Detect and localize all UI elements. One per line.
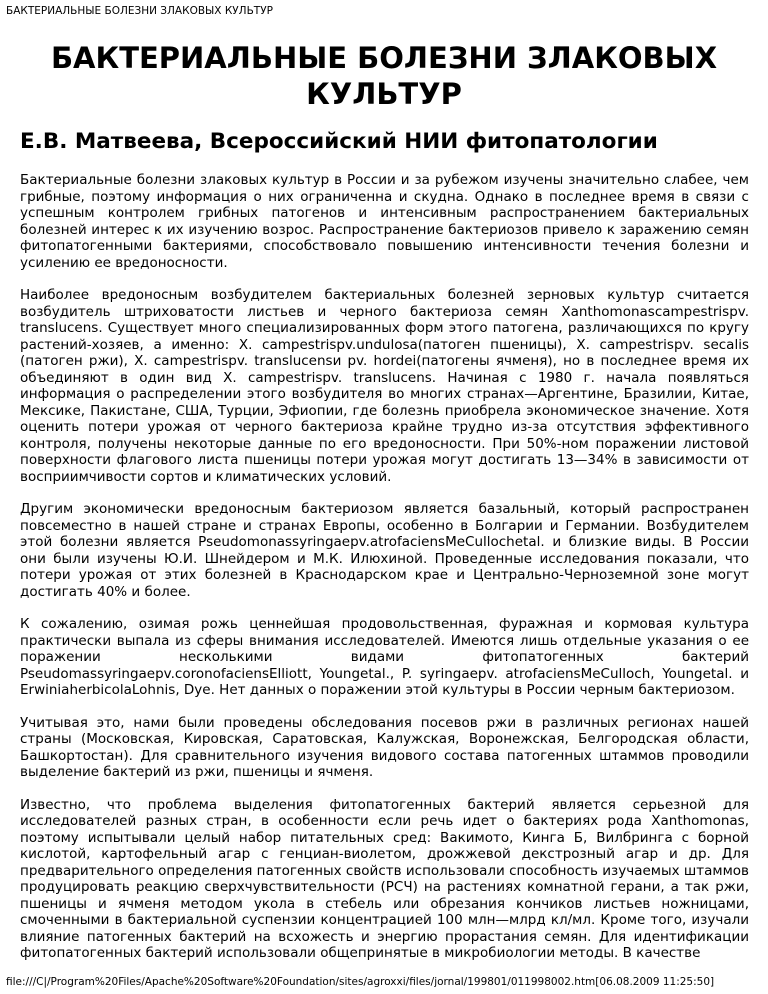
paragraph-3: Другим экономически вредоносным бактериозом является базальный, который распространен повсеместно в нашей стране и странах Европы, особенно в Болгарии и Германии. Возбудителем этой болезни является Pseudomonassyringaepv.atrofaciensMeCullochetal. и близкие виды. В России они были изучены Ю.И. Шнейдером и М.К. Илюхиной. Проведенные исследования показали, что потери урожая от этих болезней в Краснодарском крае и Центрально-Черноземной зоне могут достигать 40% и более. bbox=[20, 501, 749, 600]
paragraph-5: Учитывая это, нами были проведены обследования посевов ржи в различных регионах нашей страны (Московская, Кировская, Саратовская, Калужская, Воронежская, Белгородская области, Башкортостан). Для сравнительного изучения видового состава патогенных штаммов проводили выделение бактерий из ржи, пшеницы и ячменя. bbox=[20, 714, 749, 780]
paragraph-6: Известно, что проблема выделения фитопатогенных бактерий является серьезной для исследователей разных стран, в особенности если речь идет о бактериях рода Xanthomonas, поэтому испытывали целый набор питательных сред: Вакимото, Кинга Б, Вилбринга с борной кислотой, картофельный агар с генциан-виолетом, дрожжевой декстрозный агар и др. Для предварительного определения патогенных свойств использовали способность изучаемых штаммов продуцировать реакцию сверхчувствительности (РСЧ) на растениях комнатной герани, а так ржи, пшеницы и ячменя методом укола в стебель или обрезания кончиков листьев ножницами, смоченными в бактериальной суспензии концентрацией 100 млн—млрд кл/мл. Кроме того, изучали влияние патогенных бактерий на всхожесть и энергию прорастания семян. Для идентификации фитопатогенных бактерий использовали общепринятые в микробиологии методы. В качестве bbox=[20, 796, 749, 961]
page-header: БАКТЕРИАЛЬНЫЕ БОЛЕЗНИ ЗЛАКОВЫХ КУЛЬТУР bbox=[6, 5, 273, 17]
paragraph-4: К сожалению, озимая рожь ценнейшая продовольственная, фуражная и кормовая культура практически выпала из сферы внимания исследователей. Имеются лишь отдельные указания о ее поражении несколькими видами фитопатогенных бактерий Pseudomassyringaepv.coronofaciensElliott, Youngetal., P. syringaepv. atrofaciensMeCulloch, Youngetal. и ErwiniaherbicolaLohnis, Dye. Нет данных о поражении этой культуры в России черным бактериозом. bbox=[20, 616, 749, 698]
paragraph-1: Бактериальные болезни злаковых культур в России и за рубежом изучены значительно слабее, чем грибные, поэтому информация о них ограниченна и скудна. Однако в последнее время в связи с успешным контролем грибных патогенов и интенсивным распространением бактериальных болезней интерес к их изучению возрос. Распространение бактериозов привело к заражению семян фитопатогенными бактериями, способствовало повышению интенсивности течения болезни и усилению ее вредоносности. bbox=[20, 172, 749, 271]
author-line: Е.В. Матвеева, Всероссийский НИИ фитопатологии bbox=[20, 129, 658, 154]
footer-file-path: file:///C|/Program%20Files/Apache%20Software%20Foundation/sites/agroxxi/files/jornal/199801/011998002.htm[06.08.2009 11:25:50] bbox=[6, 976, 715, 988]
article-body bbox=[20, 172, 749, 978]
paragraph-2: Наиболее вредоносным возбудителем бактериальных болезней зерновых культур считается возбудитель штриховатости листьев и черного бактериоза семян Xanthomonascampestrispv. translucens. Существует много специализированных форм этого патогена, различающихся по кругу растений-хозяев, а именно: X. campestrispv.undulosa(патоген пшеницы), X. campestrispv. secalis (патоген ржи), X. campestrispv. translucensи pv. hordei(патогены ячменя), но в последнее время их объединяют в один вид X. campestrispv. translucens. Начиная с 1980 г. начала появляться информация о распределении этого возбудителя во многих странах—Аргентине, Бразилии, Китае, Мексике, Пакистане, США, Турции, Эфиопии, где болезнь приобрела экономическое значение. Хотя оценить потери урожая от черного бактериоза крайне трудно из-за отсутствия эффективного контроля, получены некоторые данные по его вредоносности. При 50%-ном поражении листовой поверхности флагового листа пшеницы потери урожая могут достигать 13—34% в зависимости от восприимчивости сортов и климатических условий. bbox=[20, 287, 749, 485]
page-title: БАКТЕРИАЛЬНЫЕ БОЛЕЗНИ ЗЛАКОВЫХ КУЛЬТУР bbox=[50, 41, 718, 111]
